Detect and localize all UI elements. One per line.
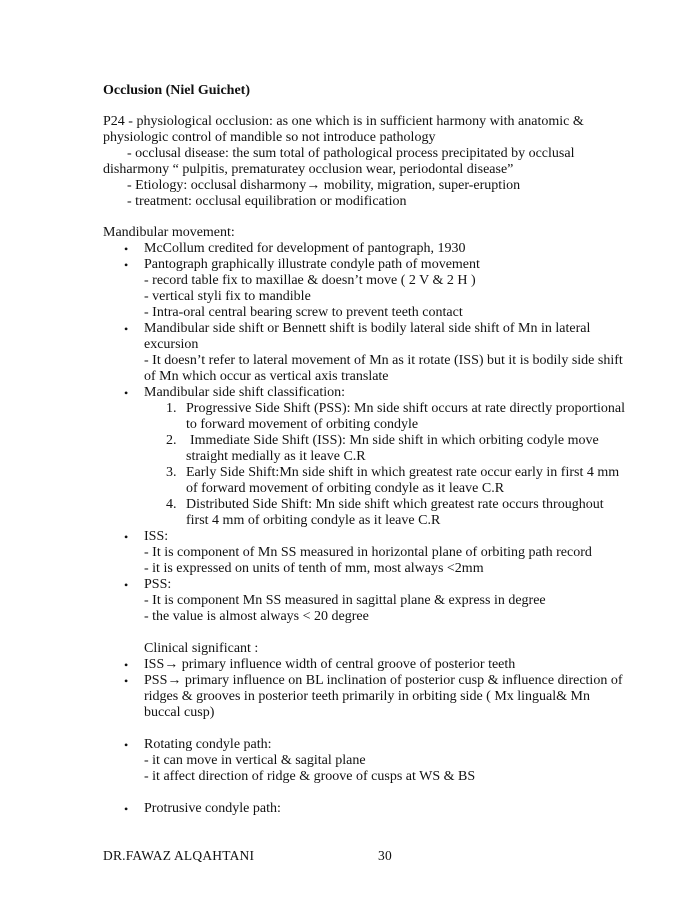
list-item: PSS: bbox=[144, 577, 172, 592]
sub-item: - Intra-oral central bearing screw to prevent teeth contact bbox=[144, 305, 463, 320]
sub-item: - record table fix to maxillae & doesn’t move ( 2 V & 2 H ) bbox=[144, 273, 476, 288]
bullet-icon: • bbox=[124, 738, 129, 752]
sub-item: - the value is almost always < 20 degree bbox=[144, 609, 369, 624]
list-item: excursion bbox=[144, 337, 199, 352]
numbered-item: to forward movement of orbiting condyle bbox=[186, 417, 419, 432]
bullet-icon: • bbox=[124, 530, 129, 544]
list-item: buccal cusp) bbox=[144, 705, 215, 720]
sub-item: of Mn which occur as vertical axis translate bbox=[144, 369, 389, 384]
bullet-icon: • bbox=[124, 578, 129, 592]
bullet-icon: • bbox=[124, 674, 129, 688]
numbered-item: Distributed Side Shift: Mn side shift which greatest rate occurs throughout bbox=[186, 497, 604, 512]
numbered-item: Early Side Shift:Mn side shift in which greatest rate occur early in first 4 mm bbox=[186, 465, 620, 480]
subsection-heading: Clinical significant : bbox=[144, 641, 259, 656]
list-item: ISS→ primary influence width of central groove of posterior teeth bbox=[144, 657, 516, 672]
bullet-icon: • bbox=[124, 258, 129, 272]
list-number: 1. bbox=[166, 401, 177, 416]
numbered-item: of forward movement of orbiting condyle as it leave C.R bbox=[186, 481, 505, 496]
sub-item: - vertical styli fix to mandible bbox=[144, 289, 311, 304]
list-number: 4. bbox=[166, 497, 177, 512]
bullet-icon: • bbox=[124, 658, 129, 672]
list-item: PSS→ primary influence on BL inclination of posterior cusp & influence direction of bbox=[144, 673, 623, 688]
intro-line: P24 - physiological occlusion: as one which is in sufficient harmony with anatomic & bbox=[103, 114, 584, 129]
list-item: Mandibular side shift classification: bbox=[144, 385, 346, 400]
numbered-item: Progressive Side Shift (PSS): Mn side shift occurs at rate directly proportional bbox=[186, 401, 625, 416]
list-number: 2. bbox=[166, 433, 177, 448]
section-heading: Mandibular movement: bbox=[103, 225, 235, 240]
sub-item: - It is component of Mn SS measured in horizontal plane of orbiting path record bbox=[144, 545, 592, 560]
sub-item: - it is expressed on units of tenth of mm, most always <2mm bbox=[144, 561, 484, 576]
bullet-icon: • bbox=[124, 242, 129, 256]
page-number: 30 bbox=[378, 848, 392, 863]
numbered-item: first 4 mm of orbiting condyle as it leave C.R bbox=[186, 513, 441, 528]
numbered-item: straight medially as it leave C.R bbox=[186, 449, 366, 464]
intro-line: - treatment: occlusal equilibration or modification bbox=[127, 194, 407, 209]
sub-item: - It doesn’t refer to lateral movement of Mn as it rotate (ISS) but it is bodily side shift bbox=[144, 353, 623, 368]
list-item: Pantograph graphically illustrate condyle path of movement bbox=[144, 257, 480, 272]
bullet-icon: • bbox=[124, 386, 129, 400]
intro-line: physiologic control of mandible so not introduce pathology bbox=[103, 130, 436, 145]
intro-line: disharmony “ pulpitis, prematuratey occlusion wear, periodontal disease” bbox=[103, 162, 514, 177]
sub-item: - it affect direction of ridge & groove of cusps at WS & BS bbox=[144, 769, 476, 784]
list-item: Rotating condyle path: bbox=[144, 737, 272, 752]
footer-author: DR.FAWAZ ALQAHTANI bbox=[103, 848, 255, 863]
bullet-icon: • bbox=[124, 322, 129, 336]
list-item: Protrusive condyle path: bbox=[144, 801, 281, 816]
bullet-icon: • bbox=[124, 802, 129, 816]
intro-line: - Etiology: occlusal disharmony→ mobility, migration, super-eruption bbox=[127, 178, 521, 193]
list-item: ridges & grooves in posterior teeth primarily in orbiting side ( Mx lingual& Mn bbox=[144, 689, 590, 704]
list-number: 3. bbox=[166, 465, 177, 480]
page-title: Occlusion (Niel Guichet) bbox=[103, 83, 250, 98]
list-item: McCollum credited for development of pantograph, 1930 bbox=[144, 241, 466, 256]
list-item: ISS: bbox=[144, 529, 169, 544]
sub-item: - It is component Mn SS measured in sagittal plane & express in degree bbox=[144, 593, 546, 608]
numbered-item: Immediate Side Shift (ISS): Mn side shift in which orbiting codyle move bbox=[190, 433, 599, 448]
sub-item: - it can move in vertical & sagital plane bbox=[144, 753, 366, 768]
intro-line: - occlusal disease: the sum total of pathological process precipitated by occlusal bbox=[127, 146, 575, 161]
list-item: Mandibular side shift or Bennett shift is bodily lateral side shift of Mn in lateral bbox=[144, 321, 591, 336]
